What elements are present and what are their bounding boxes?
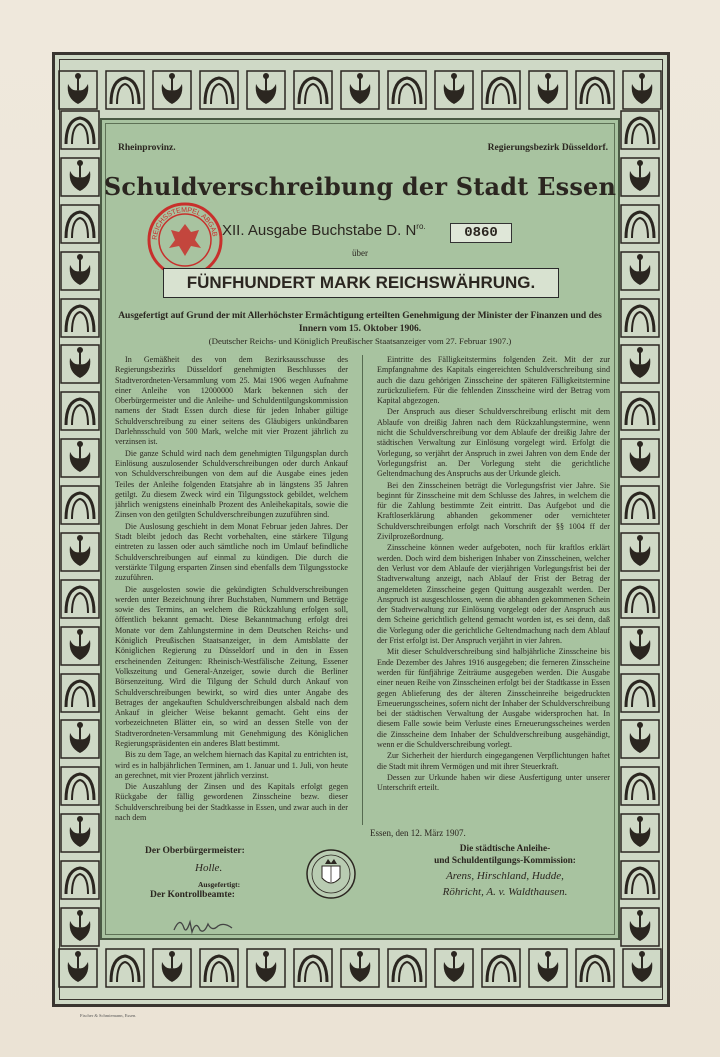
amount-box: FÜNFHUNDERT MARK REICHSWÄHRUNG.: [163, 268, 559, 298]
terms-right-column: [377, 355, 610, 825]
ornament-tile-icon: [60, 579, 100, 619]
ornament-tile-icon: [60, 485, 100, 525]
ornament-tile-icon: [60, 251, 100, 291]
ornament-tile-icon: [58, 948, 98, 988]
ornament-tile-icon: [620, 860, 660, 900]
commission-label-line1: Die städtische Anleihe-: [459, 844, 551, 854]
right-paragraph: Dessen zur Urkunde haben wir diese Ausfertigung unter unserer Unterschrift erteilt.: [377, 772, 610, 793]
terms-left-column: [115, 355, 348, 825]
ornament-tile-icon: [293, 70, 333, 110]
ornament-tile-icon: [620, 766, 660, 806]
commission-signatures: [405, 868, 605, 900]
control-officer-label: Der Kontrollbeamte:: [150, 890, 235, 900]
ornament-tile-icon: [620, 579, 660, 619]
ornament-tile-icon: [620, 532, 660, 572]
left-paragraph: Die Auslosung geschieht in dem Monat Februar jeden Jahres. Der Stadt bleibt jedoch das Recht vorbehalten, eine stärkere Tilgung eintreten zu lassen oder auch sämtliche noch im Umlauf befindliche Schuldverschreibungen auf einmal zu kündigen. Die durch die verstärkte Tilgung ersparten Zinsen sind ebenfalls dem Tilgungsstocke zuzuführen.: [115, 521, 348, 583]
left-paragraph: Die ganze Schuld wird nach dem genehmigten Tilgungsplan durch Einlösung auszulosender Schuldverschreibungen oder durch Ankauf von Schuldverschreibungen von dem auf die Ausgabe eines jeden Teiles der Anleihe folgenden Etatsjahre ab in längstens 35 Jahren getilgt. Zu diesem Zweck wird ein Tilgungsstock gebildet, welchem jährlich wenigstens eineinhalb Prozent des Anleihekapitals, sowie die Zinsen von den getilgten Schuldverschreibungen zuzuführen sind.: [115, 448, 348, 520]
commission-label-line2: und Schuldentilgungs-Kommission:: [434, 856, 576, 866]
ornament-tile-icon: [481, 70, 521, 110]
ornament-tile-icon: [60, 298, 100, 338]
ueber-label: über: [352, 248, 368, 258]
ornament-tile-icon: [199, 948, 239, 988]
left-paragraph: Die Auszahlung der Zinsen und des Kapitals erfolgt gegen Rückgabe der fällig gewordenen Zinsscheine bezw. dieser Schuldverschreibung bei der Stadtkasse in Essen, und zwar auch in der nach dem: [115, 782, 348, 823]
ornament-tile-icon: [199, 70, 239, 110]
issue-line: [222, 222, 426, 239]
ornament-tile-icon: [620, 485, 660, 525]
right-ornament-border: [616, 110, 664, 947]
issue-ro: ro.: [416, 222, 426, 231]
ornament-tile-icon: [105, 948, 145, 988]
right-paragraph: Mit dieser Schuldverschreibung sind halbjährliche Zinsscheine bis Ende Dezember des Jahres 1916 ausgegeben; die ferneren Zinsscheine werden für fünfjährige Zeiträume ausgegeben werden. Die Ausgabe einer neuen Reihe von Zinsscheinen erfolgt bei der Stadtkasse in Essen gegen Ablieferung des der älteren Zinsscheinreihe beigedruckten Erneuerungsscheines, sofern nicht der Inhaber der Schuldverschreibung bei der städtischen Verwaltung der Ausgabe widersprochen hat. In diesem Falle sowie beim Verluste eines Erneuerungsscheines werden die Zinsscheine dem Inhaber der Schuldverschreibung ausgehändigt, wenn er die Schuldverschreibung vorlegt.: [377, 647, 610, 749]
ornament-tile-icon: [105, 70, 145, 110]
svg-text:REICHSSTEMPEL ABGAB: REICHSSTEMPEL ABGAB: [151, 206, 218, 241]
commission-names-line1: Arens, Hirschland, Hudde,: [446, 870, 564, 882]
commission-label: [410, 843, 600, 867]
ornament-tile-icon: [60, 110, 100, 150]
ausgefertigt-label: Ausgefertigt:: [198, 880, 241, 889]
place-date: Essen, den 12. März 1907.: [370, 828, 466, 838]
ornament-tile-icon: [60, 157, 100, 197]
ornament-tile-icon: [60, 719, 100, 759]
left-paragraph: Die ausgelosten sowie die gekündigten Schuldverschreibungen werden unter Bezeichnung ihrer Buchstaben, Nummern und Beträge sowie des Termins, an welchem die Rückzahlung erfolgen soll, öffentlich bekannt gemacht. Diese Bekanntmachung erfolgt drei Monate vor dem Zahlungstermine in dem Deutschen Reichs- und Königlich Preußischen Staatsanzeiger, in dem Amtsblatte der Königlichen Regierung zu Düsseldorf und in den in Essen erscheinenden Zeitungen: Rheinisch-Westfälische Zeitung, Essener Volkszeitung und General-Anzeiger, sowie durch die Berliner Börsenzeitung. Wird die Tilgung der Schuld durch Ankauf von Schuldverschreibungen bewirkt, so wird dies unter Angabe des Betrages der angekauften Schuldverschreibungen alsbald nach dem Ankauf in gleicher Weise bekannt gemacht. Geht eins der vorbezeichneten Blätter ein, so wird an dessen Stelle von der Stadtverordneten-Versammlung mit Genehmigung des Königlichen Regierungspräsidenten ein anderes Blatt bestimmt.: [115, 584, 348, 748]
right-paragraph: Bei den Zinsscheinen beträgt die Vorlegungsfrist vier Jahre. Sie beginnt für Zinsscheine mit dem Schlusse des Jahres, in welchem die für die Zahlung bestimmte Zeit eintritt. Das Aufgebot und die Kraftloserklärung abhanden gekommener oder vernichteter Schuldverschreibungen erfolgt nach Vorschrift der §§ 1004 ff der Zivilprozeßordnung.: [377, 480, 610, 542]
ornament-tile-icon: [60, 532, 100, 572]
ornament-tile-icon: [528, 948, 568, 988]
ornament-tile-icon: [60, 626, 100, 666]
ornament-tile-icon: [620, 391, 660, 431]
left-paragraph: Bis zu dem Tage, an welchem hiernach das Kapital zu entrichten ist, wird es in halbjährlichen Terminen, am 1. Januar und 1. Juli, von heute an gerechnet, mit vier Prozent jährlich verzinst.: [115, 750, 348, 780]
ornament-tile-icon: [620, 157, 660, 197]
ornament-tile-icon: [575, 70, 615, 110]
ornament-tile-icon: [434, 70, 474, 110]
ornament-tile-icon: [622, 948, 662, 988]
ornament-tile-icon: [293, 948, 333, 988]
commission-names-line2: Röhricht, A. v. Waldthausen.: [442, 886, 568, 898]
issue-prefix: XII. Ausgabe Buchstabe D. N: [222, 222, 417, 239]
ornament-tile-icon: [481, 948, 521, 988]
serial-number: 0860: [450, 223, 512, 243]
ornament-tile-icon: [434, 948, 474, 988]
right-paragraph: Zur Sicherheit der hierdurch eingegangenen Verpflichtungen haftet die Stadt mit ihrem Vermögen und mit ihrer Steuerkraft.: [377, 751, 610, 771]
ornament-tile-icon: [60, 391, 100, 431]
ornament-tile-icon: [575, 948, 615, 988]
ornament-tile-icon: [620, 626, 660, 666]
ornament-tile-icon: [340, 948, 380, 988]
ornament-tile-icon: [152, 70, 192, 110]
right-paragraph: Eintritte des Fälligkeitstermins folgenden Zeit. Mit der zur Empfangnahme des Kapitals eingereichten Schuldverschreibung sind auch die dazu gehörigen Zinsscheine der späteren Fälligkeitstermine zurückzuliefern. Für die fehlenden Zinsscheine wird der Betrag vom Kapital abgezogen.: [377, 355, 610, 406]
control-officer-handwritten-signature-icon: [170, 910, 240, 940]
terms-columns: [115, 355, 610, 825]
district-label: Regierungsbezirk Düsseldorf.: [487, 143, 608, 153]
ornament-tile-icon: [60, 813, 100, 853]
ornament-tile-icon: [620, 298, 660, 338]
ornament-tile-icon: [152, 948, 192, 988]
ornament-tile-icon: [60, 673, 100, 713]
ornament-tile-icon: [387, 70, 427, 110]
ornament-tile-icon: [246, 70, 286, 110]
ornament-tile-icon: [528, 70, 568, 110]
ornament-tile-icon: [387, 948, 427, 988]
right-paragraph: Der Anspruch aus dieser Schuldverschreibung erlischt mit dem Ablaufe von dreißig Jahren nach dem Rückzahlungstermine, wenn nicht die Schuldverschreibung vor dem Ablaufe der dreißig Jahre der städtischen Verwaltung zur Einlösung vorgelegt wird. Erfolgt die Vorlegung, so verjährt der Anspruch in zwei Jahren von dem Ende der Vorlegungsfrist an. Der Vorlegung steht die gerichtliche Geltendmachung des Anspruchs aus der Urkunde gleich.: [377, 407, 610, 479]
ornament-tile-icon: [620, 719, 660, 759]
bottom-ornament-border: [58, 944, 662, 992]
province-label: Rheinprovinz.: [118, 143, 176, 153]
ornament-tile-icon: [620, 251, 660, 291]
authorization-text: Ausgefertigt auf Grund der mit Allerhöchster Ermächtigung erteilten Genehmigung der Minister der Finanzen und des Innern vom 15. Oktober 1906.: [118, 311, 602, 334]
city-coat-of-arms-icon: [305, 848, 357, 900]
ornament-tile-icon: [620, 438, 660, 478]
ornament-tile-icon: [620, 907, 660, 947]
publication-note: (Deutscher Reichs- und Königlich Preußischer Staatsanzeiger vom 27. Februar 1907.): [208, 336, 512, 346]
mayor-signature: Holle.: [195, 862, 223, 874]
ornament-tile-icon: [60, 438, 100, 478]
ornament-tile-icon: [60, 907, 100, 947]
document-title: Schuldverschreibung der Stadt Essen: [103, 172, 617, 201]
top-ornament-border: [58, 66, 662, 114]
ornament-tile-icon: [620, 110, 660, 150]
printer-credit: Fischer & Schmiemann, Essen.: [80, 1013, 137, 1018]
ornament-tile-icon: [58, 70, 98, 110]
ornament-tile-icon: [622, 70, 662, 110]
ornament-tile-icon: [60, 344, 100, 384]
ornament-tile-icon: [60, 204, 100, 244]
ornament-tile-icon: [60, 766, 100, 806]
left-ornament-border: [56, 110, 104, 947]
ornament-tile-icon: [620, 813, 660, 853]
mayor-label: Der Oberbürgermeister:: [145, 846, 245, 856]
left-paragraph: In Gemäßheit des von dem Bezirksausschusse des Regierungsbezirks Düsseldorf genehmigten Beschlusses der Stadtverordneten-Versammlung vom 25. Mai 1906 wegen Aufnahme einer Anleihe von 12000000 Mark bekennen sich der Oberbürgermeister und die Anleihe- und Schuldentilgungskommission namens der Stadt Essen durch diese für jeden Inhaber gültige Schuldverschreibung zu einer seitens des Gläubigers unkündbaren Darlehnsschuld von 500 Mark, welche mit vier Prozent jährlich zu verzinsen ist.: [115, 355, 348, 447]
ornament-tile-icon: [60, 860, 100, 900]
ornament-tile-icon: [620, 204, 660, 244]
ornament-tile-icon: [246, 948, 286, 988]
ornament-tile-icon: [340, 70, 380, 110]
ornament-tile-icon: [620, 673, 660, 713]
ornament-tile-icon: [620, 344, 660, 384]
right-paragraph: Zinsscheine können weder aufgeboten, noch für kraftlos erklärt werden. Doch wird dem bisherigen Inhaber von Zinsscheinen, welcher den Verlust vor dem Ablaufe der vierjährigen Vorlegungsfrist bei der Stadtverwaltung anzeigt, nach Ablauf der Frist der Betrag der angemeldeten Zinsscheine gegen Quittung ausgezahlt werden. Der Anspruch ist ausgeschlossen, wenn die abhanden gekommenen Schein der Stadtverwaltung zur Einlösung vorgelegt oder der Anspruch aus dem Scheine gerichtlich geltend gemacht worden ist, es sei denn, daß die Vorlegung oder die gerichtliche Geltendmachung nach dem Ablauf der Frist erfolgt ist. Der Anspruch verjährt in vier Jahren.: [377, 543, 610, 646]
